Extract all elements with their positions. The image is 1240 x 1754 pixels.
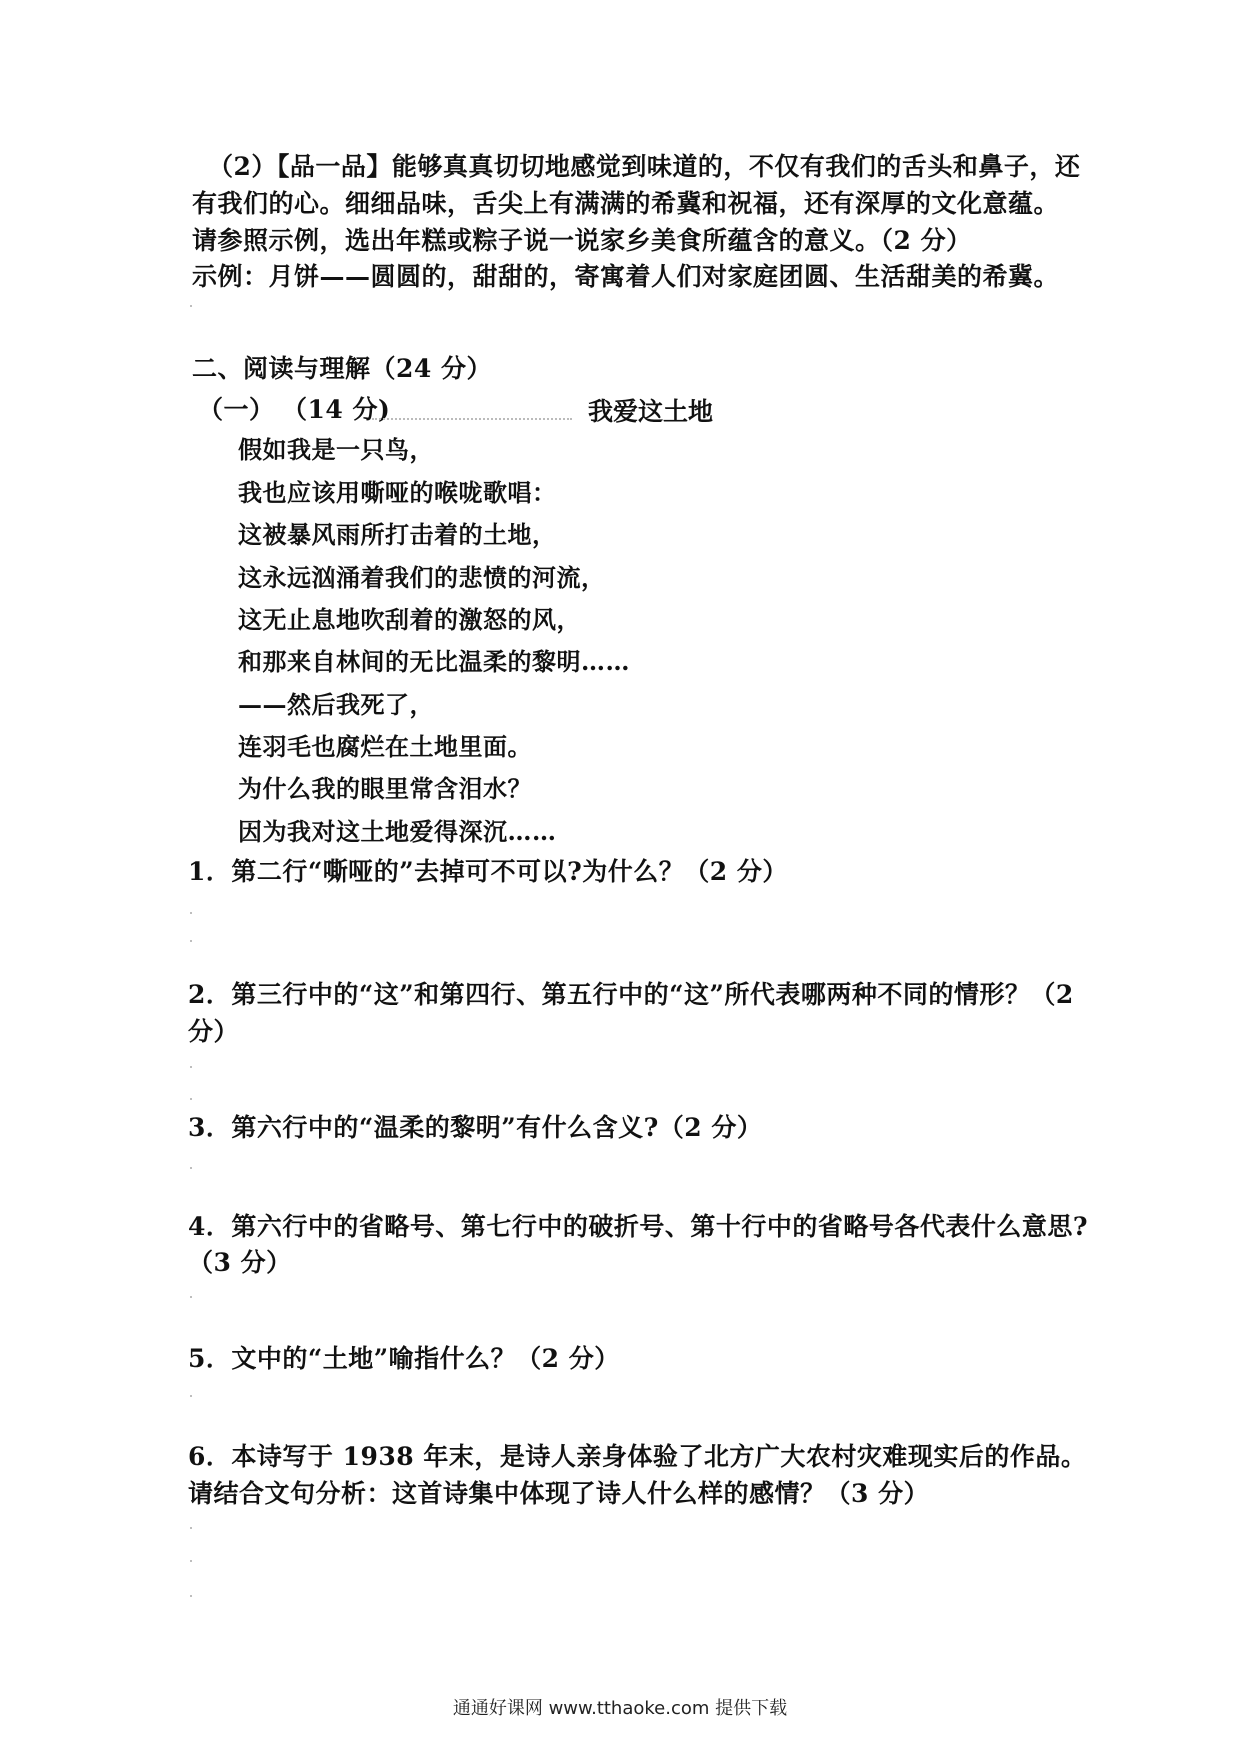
q2-line-2: 有我们的心。细细品味，舌尖上有满满的希冀和祝福，还有深厚的文化意蕴。 <box>192 189 1060 218</box>
question-1: 1．第二行“嘶哑的”去掉可不可以?为什么？（2 分） <box>188 857 788 886</box>
scan-speck <box>190 305 192 307</box>
scan-speck <box>190 1167 192 1169</box>
poem-line: 这无止息地吹刮着的激怒的风， <box>238 605 581 634</box>
poem-line: 因为我对这土地爱得深沉…… <box>238 817 557 846</box>
scan-speck <box>190 940 192 942</box>
footer-credit: 通通好课网 www.tthaoke.com 提供下载 <box>452 1698 788 1719</box>
poem-line: 假如我是一只鸟， <box>238 435 434 464</box>
poem-title: 我爱这土地 <box>588 397 714 426</box>
question-4: 4．第六行中的省略号、第七行中的破折号、第十行中的省略号各代表什么意思? <box>188 1212 1089 1241</box>
poem-line: 连羽毛也腐烂在土地里面。 <box>238 732 532 761</box>
question-3: 3．第六行中的“温柔的黎明”有什么含义?（2 分） <box>188 1113 763 1142</box>
q2-example: 示例：月饼——圆圆的，甜甜的，寄寓着人们对家庭团圆、生活甜美的希冀。 <box>192 262 1060 291</box>
poem-line: 我也应该用嘶哑的喉咙歌唱： <box>238 478 557 507</box>
poem-line: ——然后我死了， <box>238 690 434 719</box>
question-4-cont: （3 分） <box>188 1248 292 1277</box>
scan-speck <box>190 1395 192 1397</box>
scan-speck <box>190 1527 192 1529</box>
part-score: （14 分) <box>282 395 391 424</box>
scan-speck <box>190 912 192 914</box>
q2-line-1: （2）【品一品】能够真真切切地感觉到味道的，不仅有我们的舌头和鼻子，还 <box>208 152 1081 181</box>
section-heading: 二、阅读与理解（24 分） <box>192 354 492 383</box>
scan-speck <box>190 1098 192 1100</box>
q2-line-3: 请参照示例，选出年糕或粽子说一说家乡美食所蕴含的意义。（2 分） <box>192 226 972 255</box>
question-2-cont: 分） <box>188 1017 240 1046</box>
scan-speck <box>190 1560 192 1562</box>
part-label: （一） <box>198 395 275 424</box>
poem-line: 和那来自林间的无比温柔的黎明…… <box>238 647 630 676</box>
question-5: 5．文中的“土地”喻指什么？（2 分） <box>188 1344 620 1373</box>
question-2: 2．第三行中的“这”和第四行、第五行中的“这”所代表哪两种不同的情形？（2 <box>188 980 1074 1009</box>
scan-speck <box>190 1296 192 1298</box>
question-6: 6．本诗写于 1938 年末，是诗人亲身体验了北方广大农村灾难现实后的作品。 <box>188 1442 1087 1471</box>
leader-dots <box>372 418 572 420</box>
poem-line: 这被暴风雨所打击着的土地， <box>238 520 557 549</box>
question-6-cont: 请结合文句分析：这首诗集中体现了诗人什么样的感情？（3 分） <box>188 1479 930 1508</box>
scan-speck <box>190 1595 192 1597</box>
poem-line: 这永远汹涌着我们的悲愤的河流， <box>238 563 606 592</box>
poem-line: 为什么我的眼里常含泪水？ <box>238 774 532 803</box>
scan-speck <box>190 1066 192 1068</box>
